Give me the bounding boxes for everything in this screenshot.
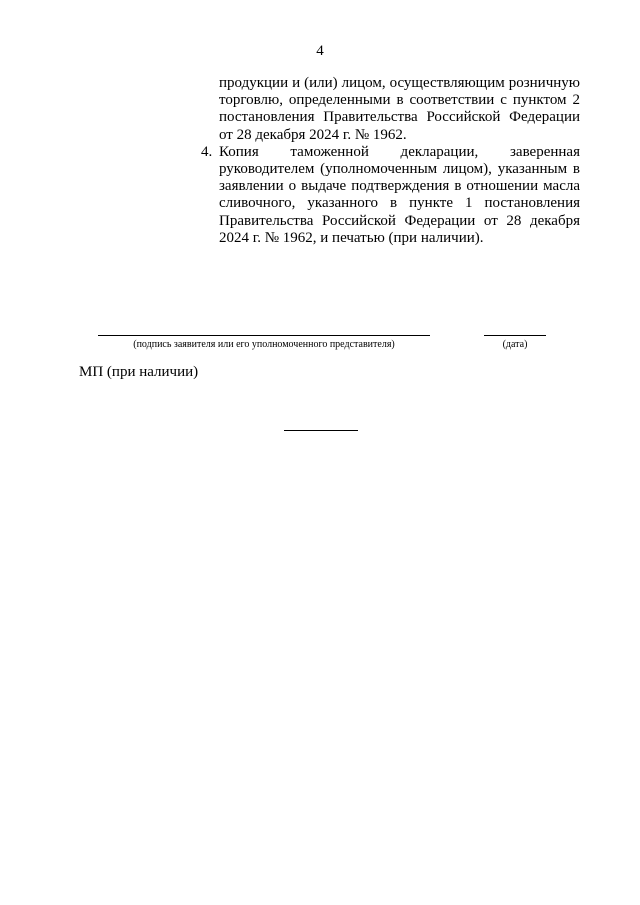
stamp-note: МП (при наличии) bbox=[79, 364, 199, 380]
list-item-text: продукции и (или) лицом, осуществляющим розничную торговлю, определенными в соответствии с пунктом 2 постановления Правительства Российской Федерации от 28 декабря 2024 г. № 1962. bbox=[219, 75, 580, 143]
date-line bbox=[484, 335, 546, 336]
list-item-continuation bbox=[200, 75, 580, 144]
signature-caption: (подпись заявителя или его уполномоченного представителя) bbox=[133, 339, 395, 350]
date-caption: (дата) bbox=[502, 339, 528, 350]
end-of-document-line bbox=[284, 430, 358, 431]
signature-line bbox=[98, 335, 430, 336]
list-item-4 bbox=[200, 144, 580, 247]
document-list bbox=[200, 75, 580, 247]
list-item-number: 4. bbox=[201, 143, 213, 160]
page-number: 4 bbox=[316, 43, 324, 59]
list-item-text: Копия таможенной декларации, заверенная руководителем (уполномоченным лицом), указанным в заявлении о выдаче подтверждения в отношении масла сливочного, указанного в пункте 1 постановления Правительства Российской Федерации от 28 декабря 2024 г. № 1962, и печатью (при наличии). bbox=[219, 143, 580, 246]
